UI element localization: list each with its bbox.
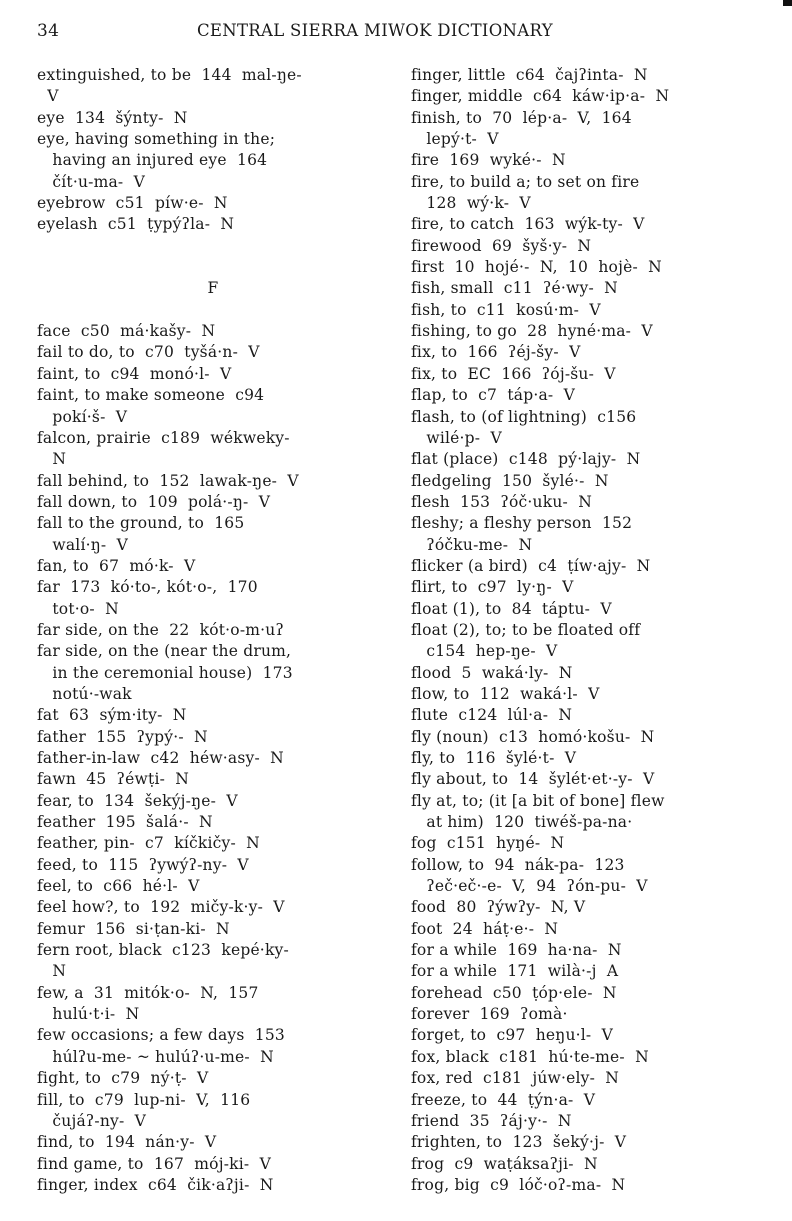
entry-line: fan, to 67 mó·k- V	[37, 556, 196, 575]
entry-line: fawn 45 ʔéwṭi- N	[37, 770, 190, 789]
entry-line: eye, having something in the;	[37, 130, 276, 149]
entry-line: father 155 ʔypý·- N	[37, 727, 208, 746]
entry-line: flat (place) c148 pý·lajy- N	[411, 450, 641, 469]
entry-line: face c50 má·kašy- N	[37, 322, 216, 341]
entry-line: notú·-wak	[37, 684, 132, 703]
entry-line: flicker (a bird) c4 ṭíw·ajy- N	[411, 556, 651, 575]
entry-line: feather, pin- c7 kíčkičy- N	[37, 834, 260, 853]
entry-line: eye 134 šýnty- N	[37, 108, 188, 127]
entry-line: having an injured eye 164	[37, 151, 268, 170]
entry-line: frog c9 waṭáksaʔji- N	[411, 1154, 598, 1173]
entry-line: fish, small c11 ʔé·wy- N	[411, 279, 618, 298]
entry-line: femur 156 si·ṭan-ki- N	[37, 919, 230, 938]
entry-line: hulú·t·i- N	[37, 1005, 140, 1024]
right-column	[411, 65, 751, 1196]
entry-line: forever 169 ʔomà·	[411, 1005, 568, 1024]
blank-line	[37, 236, 389, 257]
entry-line: fly about, to 14 šylét·et·-y- V	[411, 770, 655, 789]
entry-line: flute c124 lúl·a- N	[411, 706, 573, 725]
entry-line: find, to 194 nán·y- V	[37, 1133, 217, 1152]
entry-line: walí·ŋ- V	[37, 535, 128, 554]
entry-line: frog, big c9 lóč·oʔ-ma- N	[411, 1175, 626, 1194]
page-number: 34	[37, 21, 60, 41]
entry-line: frighten, to 123 šeký·j- V	[411, 1133, 627, 1152]
entry-line: extinguished, to be 144 mal-ŋe-	[37, 66, 302, 84]
entry-line: fox, red c181 júw·ely- N	[411, 1069, 620, 1088]
entry-line: for a while 171 wilà·-j A	[411, 962, 619, 981]
entry-line: feel, to c66 hé·l- V	[37, 877, 200, 896]
entry-line: V	[37, 87, 59, 106]
entry-line: flow, to 112 waká·l- V	[411, 684, 600, 703]
entry-line: flood 5 waká·ly- N	[411, 663, 573, 682]
entry-line: fox, black c181 hú·te-me- N	[411, 1047, 649, 1066]
entry-line: wilé·p- V	[411, 428, 502, 447]
entry-line: fall to the ground, to 165	[37, 514, 245, 533]
entry-line: fire 169 wyké·- N	[411, 151, 566, 170]
entry-line: feed, to 115 ʔywýʔ-ny- V	[37, 855, 249, 874]
entry-line: firewood 69 šyš·y- N	[411, 236, 592, 255]
entry-line: finger, index c64 čik·aʔji- N	[37, 1175, 274, 1194]
entry-line: find game, to 167 mój-ki- V	[37, 1154, 271, 1173]
entry-line: feel how?, to 192 mičy-k·y- V	[37, 898, 285, 917]
entry-line: eyelash c51 ṭypýʔla- N	[37, 215, 235, 234]
entry-line: N	[37, 450, 67, 469]
entry-line: in the ceremonial house) 173	[37, 663, 293, 682]
entry-line: fix, to EC 166 ʔój-šu- V	[411, 364, 616, 383]
entry-line: finger, middle c64 káw·ip·a- N	[411, 87, 670, 106]
entry-line: fledgeling 150 šylé·- N	[411, 471, 609, 490]
page-edge-mark	[783, 0, 792, 6]
entry-line: fear, to 134 šekýj-ŋe- V	[37, 791, 238, 810]
entry-line: for a while 169 ha·na- N	[411, 941, 622, 960]
entry-line: flirt, to c97 ly·ŋ- V	[411, 578, 574, 597]
entry-line: flap, to c7 táp·a- V	[411, 386, 575, 405]
entry-line: N	[37, 962, 67, 981]
entry-line: faint, to c94 monó·l- V	[37, 364, 232, 383]
entry-line: float (1), to 84 táptu- V	[411, 599, 612, 618]
entry-line: foot 24 háṭ·e·- N	[411, 919, 559, 938]
entry-line: friend 35 ʔáj·y·- N	[411, 1111, 572, 1130]
entry-line: father-in-law c42 héw·asy- N	[37, 749, 284, 767]
entry-line: float (2), to; to be floated off	[411, 620, 641, 639]
entry-line: fix, to 166 ʔéj-šy- V	[411, 343, 581, 362]
entry-line: forehead c50 ṭóp·ele- N	[411, 983, 617, 1002]
entry-line: pokí·š- V	[37, 407, 128, 426]
entry-line: fight, to c79 ný·ṭ- V	[37, 1069, 209, 1088]
entry-line: fish, to c11 kosú·m- V	[411, 300, 601, 319]
entry-line: finish, to 70 lép·a- V, 164	[411, 108, 632, 127]
section-letter: F	[207, 279, 219, 298]
entry-line: food 80 ʔýwʔy- N, V	[411, 898, 586, 917]
entry-line: far side, on the (near the drum,	[37, 642, 292, 661]
entry-line: fishing, to go 28 hyné·ma- V	[411, 322, 653, 341]
entry-line: far 173 kó·to-, kót·o-, 170	[37, 578, 258, 597]
left-column	[37, 65, 389, 1196]
entry-line: fall behind, to 152 lawak-ŋe- V	[37, 471, 299, 490]
entry-line: fire, to catch 163 wýk-ty- V	[411, 215, 645, 234]
entry-line: fire, to build a; to set on fire	[411, 172, 640, 191]
entry-line: fly at, to; (it [a bit of bone] flew	[411, 791, 665, 810]
entry-line: ʔóčku-me- N	[411, 535, 533, 554]
entry-line: 128 wý·k- V	[411, 194, 531, 213]
entry-line: čujáʔ-ny- V	[37, 1111, 147, 1130]
entry-line: fog c151 hyŋé- N	[411, 834, 565, 853]
entry-line: at him) 120 tiwéš-pa-na·	[411, 813, 633, 832]
entry-line: fall down, to 109 polá·-ŋ- V	[37, 492, 271, 511]
entry-line: first 10 hojé·- N, 10 hojè- N	[411, 258, 662, 277]
page-title: CENTRAL SIERRA MIWOK DICTIONARY	[197, 21, 553, 40]
entry-line: čít·u-ma- V	[37, 172, 146, 191]
entry-line: c154 hep-ŋe- V	[411, 642, 558, 661]
entry-line: fill, to c79 lup-ni- V, 116	[37, 1090, 251, 1109]
entry-line: falcon, prairie c189 wékweky-	[37, 428, 290, 447]
entry-line: fly (noun) c13 homó·košu- N	[411, 727, 655, 746]
entry-line: freeze, to 44 ṭýn·a- V	[411, 1090, 596, 1109]
entry-line: few, a 31 mitók·o- N, 157	[37, 983, 259, 1002]
entry-line: tot·o- N	[37, 599, 119, 618]
entry-line: fail to do, to c70 tyšá·n- V	[37, 343, 260, 362]
entry-line: faint, to make someone c94	[37, 386, 265, 405]
entry-line: fat 63 sým·ity- N	[37, 706, 187, 725]
entry-line: forget, to c97 heŋu·l- V	[411, 1026, 614, 1045]
entry-line: húlʔu-me- ~ hulúʔ·u-me- N	[37, 1047, 274, 1066]
entry-line: follow, to 94 nák-pa- 123	[411, 855, 625, 874]
entry-line: flash, to (of lightning) c156	[411, 407, 637, 426]
entry-line: far side, on the 22 kót·o-m·uʔ	[37, 620, 284, 639]
entry-line: fern root, black c123 kepé·ky-	[37, 941, 289, 960]
entry-line: fleshy; a fleshy person 152	[411, 514, 633, 533]
entry-line: ʔeč·eč·-e- V, 94 ʔón-pu- V	[411, 877, 648, 896]
entry-line: few occasions; a few days 153	[37, 1026, 285, 1045]
entry-line: lepý·t- V	[411, 130, 499, 149]
blank-line	[37, 257, 389, 278]
entry-line: feather 195 šalá·- N	[37, 813, 213, 832]
entry-line: finger, little c64 čajʔinta- N	[411, 66, 648, 84]
blank-line	[37, 300, 389, 321]
entry-line: eyebrow c51 píw·e- N	[37, 194, 228, 213]
entry-line: fly, to 116 šylé·t- V	[411, 749, 577, 767]
entry-line: flesh 153 ʔóč·uku- N	[411, 492, 592, 511]
